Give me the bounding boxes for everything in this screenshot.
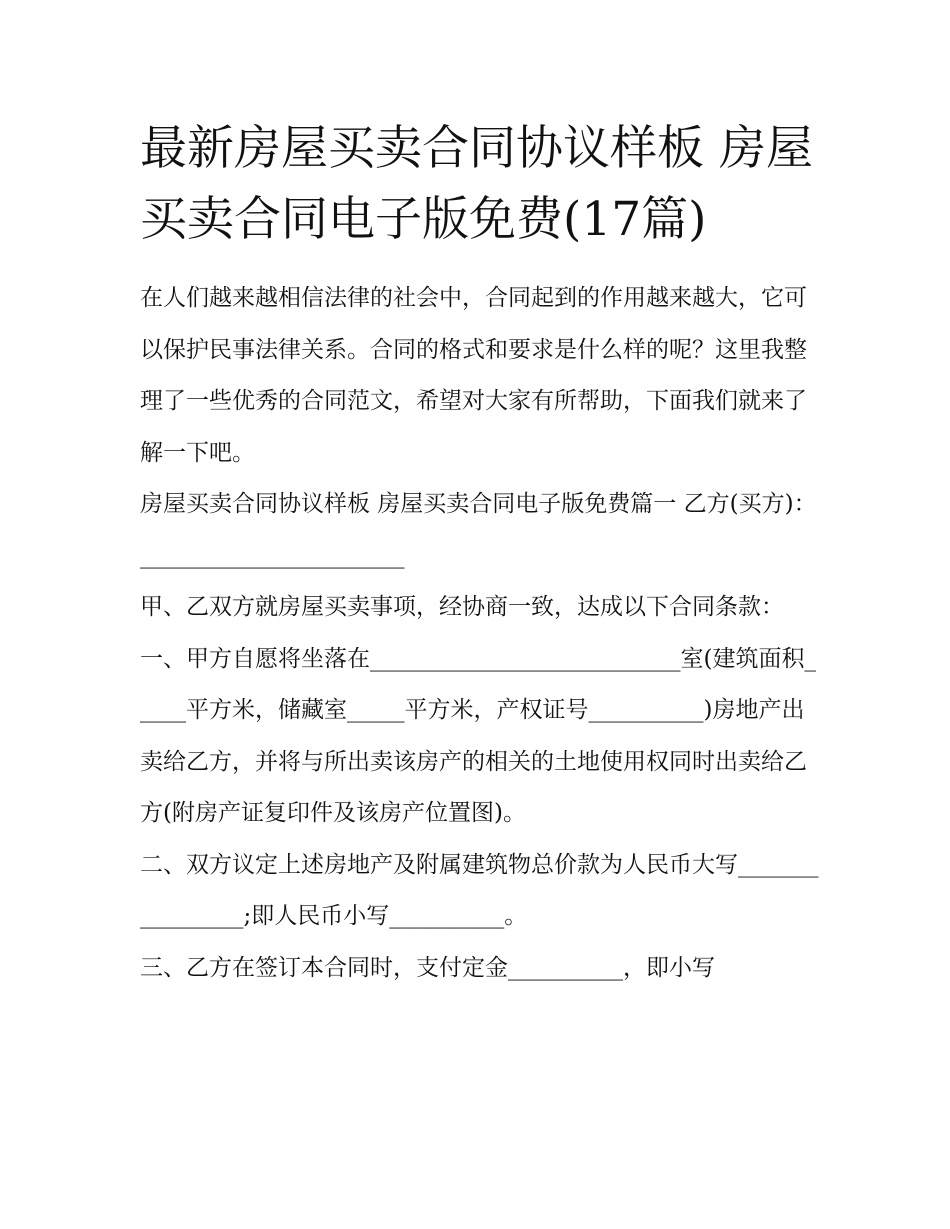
clause-one-paragraph: 一、甲方自愿将坐落在___________________________室(建筑面积_____平方米，储藏室_____平方米，产权证号__________)房地产出卖给乙方，并将与所出卖该房产的相关的土地使用权同时出卖给乙方(附房产证复印件及该房产位置图)。: [140, 645, 816, 826]
document-title: 最新房屋买卖合同协议样板 房屋买卖合同电子版免费(17篇): [140, 121, 813, 247]
document-body: [140, 113, 820, 994]
agreement-paragraph: 甲、乙双方就房屋买卖事项，经协商一致，达成以下合同条款：: [140, 594, 784, 620]
clause-three-paragraph: 三、乙方在签订本合同时，支付定金__________，即小写: [140, 954, 715, 981]
intro-paragraph: 在人们越来越相信法律的社会中，合同起到的作用越来越大，它可以保护民事法律关系。合同的格式和要求是什么样的呢？这里我整理了一些优秀的合同范文，希望对大家有所帮助，下面我们就来了解一下吧。: [140, 285, 807, 466]
section-heading-paragraph: 房屋买卖合同协议样板 房屋买卖合同电子版免费篇一 乙方(买方)：_______________________: [140, 491, 817, 569]
clause-two-paragraph: 二、双方议定上述房地产及附属建筑物总价款为人民币大写________________;即人民币小写__________。: [140, 851, 819, 929]
